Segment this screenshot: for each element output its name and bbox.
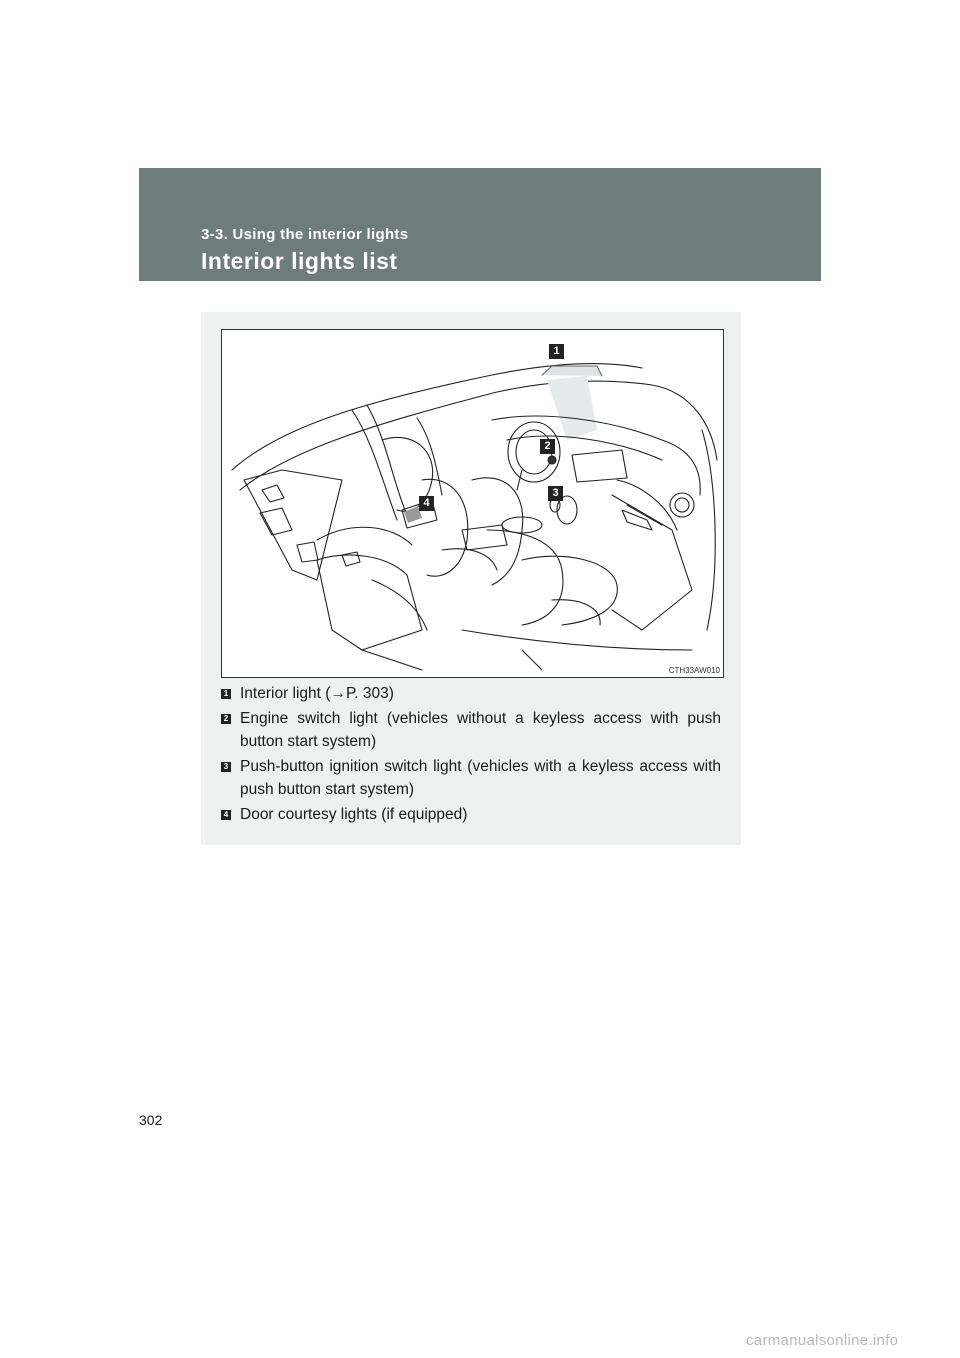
list-item [221, 682, 721, 705]
content-panel [201, 312, 741, 845]
callout-1: 1 [549, 344, 564, 359]
interior-illustration [221, 329, 724, 678]
watermark: carmanualsonline.info [746, 1332, 899, 1349]
item-number-badge: 3 [221, 762, 231, 772]
figure-code: CTH33AW010 [668, 666, 720, 675]
callout-4: 4 [419, 496, 434, 511]
list-item [221, 707, 721, 753]
item-number-badge: 4 [221, 810, 231, 820]
item-text: Push-button ignition switch light (vehicles with a keyless access with push button start system) [240, 758, 721, 798]
callout-3: 3 [548, 486, 563, 501]
lights-list [221, 682, 721, 828]
page-number: 302 [139, 1112, 163, 1128]
section-heading: 3-3. Using the interior lights [201, 226, 409, 243]
callout-2: 2 [540, 439, 555, 454]
car-interior-drawing [222, 330, 723, 677]
item-number-badge: 1 [221, 689, 231, 699]
page-header [139, 168, 821, 281]
item-text: Engine switch light (vehicles without a keyless access with push button start system) [240, 710, 721, 750]
page-title: Interior lights list [201, 248, 398, 274]
list-item [221, 755, 721, 801]
item-text: Interior light (→P. 303) [240, 685, 394, 702]
item-number-badge: 2 [221, 714, 231, 724]
item-text: Door courtesy lights (if equipped) [240, 806, 468, 823]
list-item [221, 803, 721, 826]
